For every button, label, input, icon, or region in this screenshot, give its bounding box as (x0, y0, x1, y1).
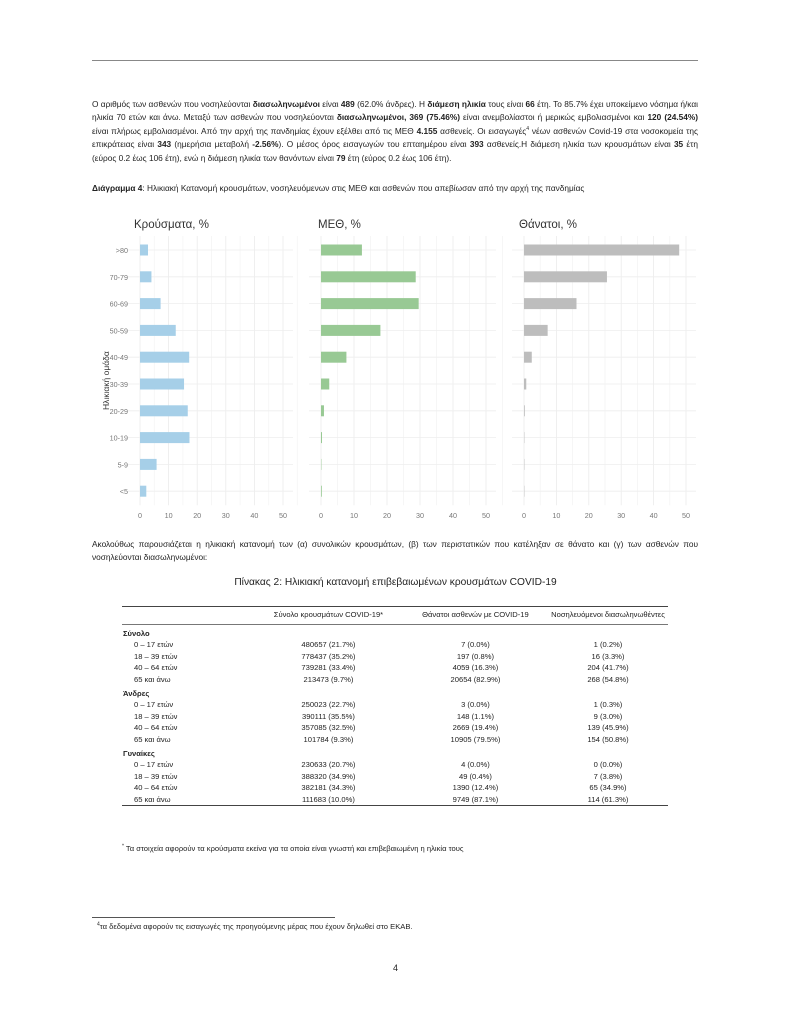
figure-caption-text: : Ηλικιακή Κατανομή κρουσμάτων, νοσηλευόμενων στις ΜΕΘ και ασθενών που απεβίωσαν από την αρχή της πανδημίας (142, 183, 585, 193)
table-cell-value: 154 (50.8%) (587, 734, 629, 744)
bar-10-19 (140, 432, 189, 443)
table-cell-value: 65 (34.9%) (589, 783, 627, 793)
table-cell-value: 1 (0.3%) (593, 700, 623, 710)
x-tick-label: 0 (319, 511, 323, 521)
table-title: Πίνακας 2: Ηλικιακή κατανομή επιβεβαιωμένων κρουσμάτων COVID-19 (234, 577, 557, 588)
chart-title: Θάνατοι, % (519, 219, 577, 231)
footnote-marker: 4 (97, 921, 100, 928)
table-cell-value: 49 (0.4%) (458, 771, 492, 781)
x-tick-label: 30 (416, 511, 424, 521)
bar->80 (140, 245, 148, 256)
table-row (122, 794, 668, 806)
table-cell-value: 778437 (35.2%) (301, 651, 356, 661)
bar-40-49 (524, 352, 532, 363)
bar-20-29 (524, 405, 525, 416)
table-cell-value: 9 (3.0%) (593, 711, 623, 721)
x-tick-label: 40 (649, 511, 658, 521)
y-tick-label: 30-39 (109, 380, 128, 389)
bold-run: διάμεση ηλικία (427, 99, 486, 109)
figure-caption-label: Διάγραμμα 4 (92, 183, 143, 193)
y-axis-label: Ηλικιακή ομάδα (101, 351, 111, 411)
table-cell-value: 7 (3.8%) (593, 771, 623, 781)
table-cell-age: 0 – 17 ετών (134, 700, 174, 710)
table-group-label: Σύνολο (123, 629, 150, 638)
footnote (97, 922, 413, 931)
bold-run: 343 (157, 139, 172, 150)
table-row (122, 711, 668, 722)
bar-20-29 (321, 405, 324, 416)
x-tick-label: 20 (584, 511, 593, 521)
text-run: είναι ανεμβολίαστοι ή μερικώς εμβολιασμένοι και (460, 112, 648, 123)
table-cell-age: 65 και άνω (134, 674, 171, 684)
table-group-label: Γυναίκες (123, 749, 155, 759)
table-cell-value: 250023 (22.7%) (301, 700, 356, 710)
table-body (122, 625, 668, 806)
bold-run: διασωληνωμένοι, 369 (75.46%) (336, 112, 460, 123)
footnote-rule (92, 917, 335, 918)
table-group-row (122, 745, 668, 759)
bar-50-59 (321, 325, 380, 336)
bold-run: διασωληνωμένοι (252, 99, 320, 109)
y-tick-label: 40-49 (109, 353, 128, 363)
text-run: είναι πλήρως εμβολιασμένοι. Από την αρχή της πανδημίας έχουν εξέλθει από τις ΜΕΘ (92, 125, 417, 136)
x-tick-label: 0 (138, 511, 142, 521)
table-note (122, 844, 464, 853)
table-cell-value: 388320 (34.9%) (301, 771, 356, 781)
table-row (122, 782, 668, 793)
bar-40-49 (140, 352, 189, 363)
table-cell-value: 213473 (9.7%) (303, 674, 354, 684)
table-intro-paragraph: Ακολούθως παρουσιάζεται η ηλικιακή κατανομή των (α) συνολικών κρουσμάτων, (β) των περιστατικών που κατέληξαν σε θάνατο και (γ) των ασθενών που νοσηλεύονται διασωληνωμένοι: (92, 539, 698, 563)
table-cell-age: 0 – 17 ετών (134, 760, 174, 770)
table-row (122, 759, 668, 770)
bar->80 (321, 245, 362, 256)
bar-<5 (321, 486, 322, 497)
table-cell-value: 101784 (9.3%) (303, 734, 354, 744)
header-rule (92, 60, 698, 61)
summary-paragraph (92, 98, 698, 165)
x-tick-label: 10 (350, 511, 358, 521)
bar-20-29 (140, 405, 188, 416)
x-tick-label: 40 (449, 511, 457, 521)
bar-50-59 (140, 325, 176, 336)
table-cell-age: 40 – 64 ετών (134, 663, 178, 673)
table-cell-value: 197 (0.8%) (456, 651, 495, 661)
text-run: (ημερήσια μεταβολή (171, 139, 253, 150)
text-run: έτη (εύρος 0.2 έως 106 έτη). (345, 152, 452, 163)
footnote-text: τα δεδομένα αφορούν τις εισαγωγές της προηγούμενης μέρας που έχουν δηλωθεί στο ΕΚΑΒ. (99, 922, 413, 931)
table-cell-value: 1 (0.2%) (593, 640, 623, 650)
table-cell-value: 0 (0.0%) (593, 760, 623, 770)
table-cell-value: 480657 (21.7%) (301, 640, 356, 650)
bar-70-79 (524, 271, 607, 282)
text-run: (62.0% άνδρες). Η (354, 99, 428, 109)
bold-run: 35 (673, 139, 684, 150)
table-cell-value: 230633 (20.7%) (301, 760, 356, 770)
y-tick-label: 60-69 (109, 299, 128, 309)
y-tick-label: 20-29 (109, 406, 128, 416)
text-run: είναι (319, 99, 341, 109)
table-row (122, 674, 668, 685)
x-tick-label: 30 (617, 511, 626, 521)
table-cell-value: 4 (0.0%) (461, 760, 490, 770)
table-cell-age: 18 – 39 ετών (134, 771, 178, 781)
table-header-blank (122, 607, 254, 625)
x-tick-label: 10 (164, 511, 173, 521)
table-cell-age: 65 και άνω (134, 794, 171, 804)
table-header-row (122, 607, 668, 625)
x-tick-label: 20 (383, 511, 391, 521)
table-header-cases: Σύνολο κρουσμάτων COVID-19* (273, 610, 384, 619)
table-row (122, 699, 668, 710)
table-row (122, 771, 668, 782)
y-tick-label: >80 (115, 246, 128, 255)
table-header-deaths: Θάνατοι ασθενών με COVID-19 (422, 610, 529, 619)
table-note-marker: * (122, 843, 124, 850)
charts-svg (100, 205, 700, 525)
bar-50-59 (524, 325, 548, 336)
text-run: ασθενείς. Οι εισαγωγές (437, 125, 527, 136)
table-row (122, 662, 668, 673)
table-row (122, 722, 668, 733)
bar->80 (524, 245, 679, 256)
x-tick-label: 50 (279, 511, 287, 521)
table-cell-value: 204 (41.7%) (587, 663, 629, 673)
table-cell-age: 18 – 39 ετών (134, 711, 178, 721)
table-cell-value: 20654 (82.9%) (450, 674, 501, 684)
text-run: έτη (εύρος 0.2 έως 106 έτη), ενώ η διάμεση ηλικία των θανόντων είναι (92, 139, 698, 163)
table-cell-age: 18 – 39 ετών (134, 651, 178, 661)
text-run: νέων ασθενών Covid-19 στα νοσοκομεία της επικράτειας είναι (92, 125, 698, 150)
bar-<5 (140, 486, 146, 497)
table-cell-value: 148 (1.1%) (456, 711, 495, 721)
table-header-intubated: Νοσηλευόμενοι διασωληνωθέντες (551, 610, 665, 619)
bold-run: 66 (525, 99, 535, 109)
table-cell-age: 0 – 17 ετών (134, 640, 174, 650)
table-row (122, 639, 668, 650)
table-cell-value: 3 (0.0%) (461, 700, 490, 710)
bar-30-39 (321, 379, 329, 390)
x-tick-label: 50 (482, 511, 490, 521)
table-cell-value: 2669 (19.4%) (452, 723, 499, 733)
x-tick-label: 20 (193, 511, 202, 521)
bar-60-69 (524, 298, 576, 309)
y-tick-label: 50-59 (109, 326, 128, 336)
page-number: 4 (392, 963, 398, 973)
bold-run: 79 (336, 152, 346, 163)
figure-caption (92, 183, 584, 193)
bar-30-39 (140, 379, 184, 390)
table-cell-age: 40 – 64 ετών (134, 723, 178, 733)
text-run: Ο αριθμός των ασθενών που νοσηλεύονται (92, 99, 253, 109)
bold-run: 393 (469, 139, 484, 150)
table-cell-value: 739281 (33.4%) (301, 663, 356, 673)
text-run: ). Ο μέσος όρος εισαγωγών του επταημέρου είναι (278, 139, 470, 150)
table-cell-value: 4059 (16.3%) (452, 663, 499, 673)
x-tick-label: 30 (221, 511, 230, 521)
table-group-row (122, 685, 668, 699)
bar-5-9 (140, 459, 157, 470)
text-run: ασθενείς.Η διάμεση ηλικία των κρουσμάτων είναι (483, 139, 674, 150)
bar-70-79 (140, 271, 151, 282)
bar-70-79 (321, 271, 416, 282)
table-cell-value: 357085 (32.5%) (301, 723, 356, 733)
text-run: τους είναι (485, 99, 526, 109)
age-distribution-table (122, 606, 668, 806)
y-tick-label: 5-9 (117, 460, 128, 470)
table-cell-age: 65 και άνω (134, 734, 171, 744)
chart-title: Κρούσματα, % (134, 219, 209, 231)
table-cell-value: 390111 (35.5%) (301, 711, 355, 721)
x-tick-label: 40 (250, 511, 259, 521)
chart-title: ΜΕΘ, % (318, 219, 361, 231)
x-tick-label: 10 (552, 511, 561, 521)
table-cell-value: 16 (3.3%) (591, 651, 625, 661)
footnote-ref[interactable]: 4 (526, 126, 530, 133)
bar-60-69 (321, 298, 419, 309)
bold-run: 4.155 (416, 125, 438, 136)
age-distribution-charts (100, 205, 700, 525)
y-tick-label: 10-19 (109, 433, 128, 443)
bar-60-69 (140, 298, 161, 309)
x-tick-label: 50 (682, 511, 690, 521)
bold-run: 120 (24.54%) (647, 112, 698, 123)
table-cell-value: 268 (54.8%) (587, 674, 629, 684)
table-cell-value: 111683 (10.0%) (301, 794, 355, 804)
table-row (122, 734, 668, 745)
table-cell-value: 10905 (79.5%) (450, 734, 501, 744)
text-run: έτη. Το 85.7% έχει υποκείμενο νόσημα ή/και ηλικία 70 ετών και άνω. Μεταξύ των ασθενών που νοσηλεύονται (92, 99, 698, 123)
y-tick-label: 70-79 (109, 272, 128, 282)
x-tick-label: 0 (522, 511, 526, 521)
table-cell-value: 114 (61.3%) (587, 794, 629, 804)
table-cell-age: 40 – 64 ετών (134, 783, 178, 793)
table-row (122, 651, 668, 662)
bar-30-39 (524, 379, 526, 390)
table-cell-value: 139 (45.9%) (587, 723, 629, 733)
y-tick-label: <5 (119, 487, 128, 497)
bar-40-49 (321, 352, 346, 363)
table-cell-value: 1390 (12.4%) (452, 783, 499, 793)
table-note-text: Τα στοιχεία αφορούν τα κρούσματα εκείνα για τα οποία είναι γνωστή και επιβεβαιωμένη η ηλικία τους (123, 844, 464, 853)
bold-run: 489 (340, 99, 355, 109)
table-group-row (122, 625, 668, 640)
table-cell-value: 9749 (87.1%) (452, 794, 499, 804)
bar-10-19 (321, 432, 322, 443)
table-group-label: Άνδρες (123, 689, 150, 699)
table-cell-value: 382181 (34.3%) (301, 783, 356, 793)
bold-run: -2.56% (252, 139, 279, 150)
table-cell-value: 7 (0.0%) (461, 640, 490, 650)
